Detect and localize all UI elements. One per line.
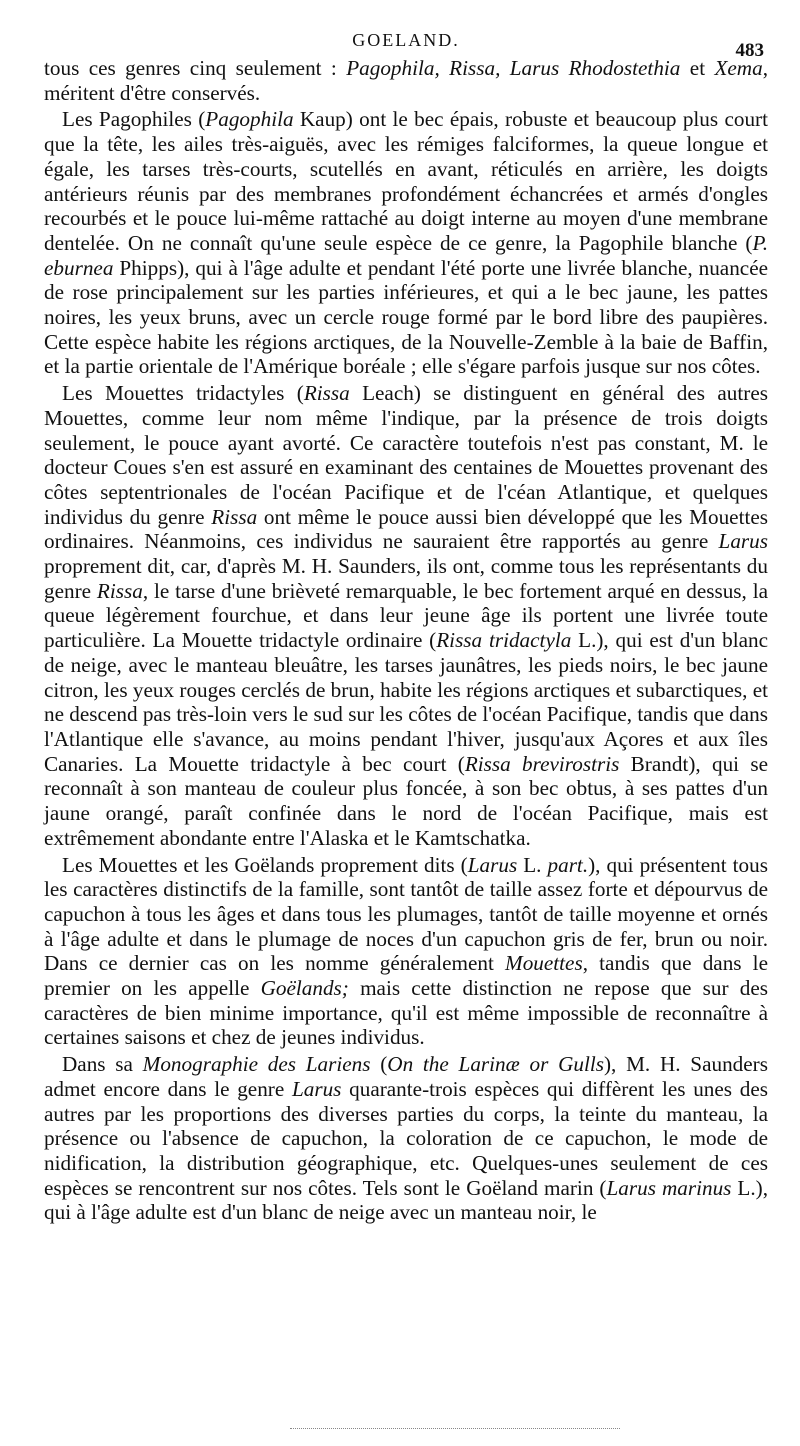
paragraph-1: tous ces genres cinq seulement : Pagophila, Rissa, Larus Rhodostethia et Xema, méritent d'être conservés. [44, 56, 768, 105]
page-header [44, 26, 768, 61]
paragraph-2: Les Pagophiles (Pagophila Kaup) ont le bec épais, robuste et beaucoup plus court que la tête, les ailes très-aiguës, avec les rémiges falciformes, la queue longue et égale, les tarses très-courts, scutellés en avant, réticulés en arrière, les doigts antérieurs réunis par des membranes profondément échancrées et armés d'ongles recourbés et le pouce lui-même rattaché au doigt interne au moyen d'une membrane dentelée. On ne connaît qu'une seule espèce de ce genre, la Pagophile blanche (P. eburnea Phipps), qui à l'âge adulte et pendant l'été porte une livrée blanche, nuancée de rose principalement sur les parties inférieures, et qui a le bec jaune, les pattes noires, les yeux bruns, avec un cercle rouge formé par le bord libre des paupières. Cette espèce habite les régions arctiques, de la Nouvelle-Zemble à la baie de Baffin, et la partie orientale de l'Amérique boréale ; elle s'égare parfois jusque sur nos côtes. [44, 107, 768, 379]
footer-dotted-rule [290, 1428, 620, 1429]
paragraph-4: Les Mouettes et les Goëlands proprement dits (Larus L. part.), qui présentent tous les caractères distinctifs de la famille, sont tantôt de taille assez forte et dépourvus de capuchon à tous les âges et dans tous les plumages, tantôt de taille moyenne et ornés à l'âge adulte et dans le plumage de noces d'un capuchon gris de fer, brun ou noir. Dans ce dernier cas on les nomme généralement Mouettes, tandis que dans le premier on les appelle Goëlands; mais cette distinction ne repose que sur des caractères de bien minime importance, qu'il est même impossible de reconnaître à certaines saisons et chez de jeunes individus. [44, 852, 768, 1050]
body-text [44, 56, 768, 1225]
paragraph-5: Dans sa Monographie des Lariens (On the Larinæ or Gulls), M. H. Saunders admet encore dans le genre Larus quarante-trois espèces qui diffèrent les unes des autres par les proportions des diverses parties du corps, la teinte du manteau, la présence ou l'absence de capuchon, la coloration de ce capuchon, le mode de nidification, la distribution géographique, etc. Quelques-unes seulement de ces espèces se rencontrent sur nos côtes. Tels sont le Goëland marin (Larus marinus L.), qui à l'âge adulte est d'un blanc de neige avec un manteau noir, le [44, 1052, 769, 1225]
running-head: GOELAND. [352, 30, 460, 50]
page-number: 483 [735, 40, 764, 61]
paragraph-3: Les Mouettes tridactyles (Rissa Leach) se distinguent en général des autres Mouettes, comme leur nom même l'indique, par la présence de trois doigts seulement, le pouce ayant avorté. Ce caractère toutefois n'est pas constant, M. le docteur Coues s'en est assuré en examinant des centaines de Mouettes provenant des côtes septentrionales de l'océan Pacifique et de l'céan Atlantique, et quelques individus du genre Rissa ont même le pouce aussi bien développé que les Mouettes ordinaires. Néanmoins, ces individus ne sauraient être rapportés au genre Larus proprement dit, car, d'après M. H. Saunders, ils ont, comme tous les représentants du genre Rissa, le tarse d'une brièveté remarquable, le bec fortement arqué en dessus, la queue légèrement fourchue, et dans leur jeune âge ils portent une livrée toute particulière. La Mouette tridactyle ordinaire (Rissa tridactyla L.), qui est d'un blanc de neige, avec le manteau bleuâtre, les tarses jaunâtres, les pieds noirs, le bec jaune citron, les yeux rouges cerclés de brun, habite les régions arctiques et subarctiques, et ne descend pas très-loin vers le sud sur les côtes de l'océan Pacifique, tandis que dans l'Atlantique elle s'avance, au moins pendant l'hiver, jusqu'aux Açores et aux îles Canaries. La Mouette tridactyle à bec court (Rissa brevirostris Brandt), qui se reconnaît à son manteau de couleur plus foncée, à son bec obtus, à ses pattes d'un jaune orangé, paraît confinée dans le nord de l'océan Pacifique, mais est extrêmement abondante entre l'Alaska et le Kamtschatka. [44, 381, 768, 850]
